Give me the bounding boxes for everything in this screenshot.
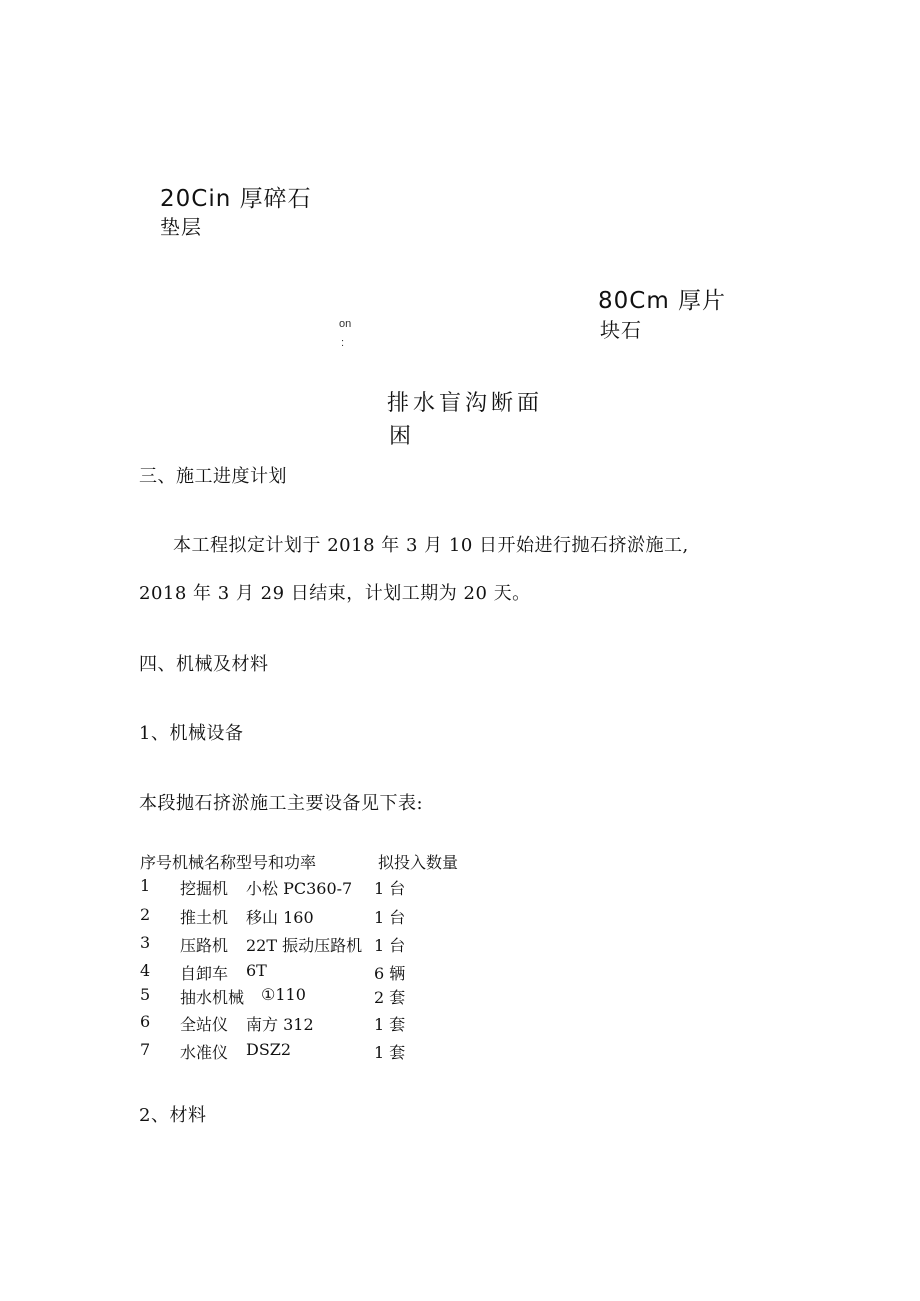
row-name: 全站仪 (180, 1015, 229, 1034)
row-qty: 1 台 (374, 936, 406, 955)
row-no: 4 (140, 961, 151, 980)
table-header-left: 序号机械名称型号和功率 (140, 853, 317, 872)
row-no: 7 (140, 1040, 151, 1059)
equipment-intro: 本段抛石挤淤施工主要设备见下表: (139, 793, 424, 814)
figure-label-block-line2: 块石 (600, 318, 642, 342)
figure-label-block-line1: 80Cm 厚片 (598, 288, 727, 314)
table-header-qty: 拟投入数量 (378, 853, 459, 872)
row-no: 6 (140, 1012, 151, 1031)
row-model: DSZ2 (246, 1040, 292, 1059)
row-model: 南方 312 (246, 1015, 314, 1034)
row-name: 挖掘机 (180, 879, 229, 898)
figure-label-gravel-line1: 20Cin 厚碎石 (160, 186, 312, 212)
row-model: 6T (246, 961, 267, 980)
row-model: ①110 (261, 985, 306, 1004)
schedule-paragraph-line1: 本工程拟定计划于 2018 年 3 月 10 日开始进行抛石挤淤施工, (173, 535, 689, 556)
row-no: 5 (140, 985, 151, 1004)
row-qty: 6 辆 (374, 964, 406, 983)
row-qty: 1 套 (374, 1043, 406, 1062)
row-no: 3 (140, 933, 151, 952)
figure-label-gravel-line2: 垫层 (160, 215, 202, 239)
figure-marker-colon: : (341, 337, 345, 349)
row-name: 压路机 (180, 936, 229, 955)
row-no: 2 (140, 905, 151, 924)
row-name: 自卸车 (180, 964, 229, 983)
row-model: 小松 PC360-7 (246, 879, 353, 898)
section-heading-machinery: 四、机械及材料 (139, 654, 269, 675)
figure-caption-line1: 排水盲沟断面 (387, 391, 544, 416)
row-name: 推土机 (180, 908, 229, 927)
row-name: 抽水机械 (180, 988, 245, 1007)
figure-caption-line2: 困 (389, 424, 416, 449)
row-name: 水准仪 (180, 1043, 229, 1062)
row-qty: 1 台 (374, 908, 406, 927)
subheading-equipment: 1、机械设备 (139, 723, 244, 744)
schedule-paragraph-line2: 2018 年 3 月 29 日结束，计划工期为 20 天。 (139, 583, 531, 604)
row-qty: 1 台 (374, 879, 406, 898)
row-qty: 1 套 (374, 1015, 406, 1034)
row-model: 22T 振动压路机 (246, 936, 363, 955)
row-model: 移山 160 (246, 908, 314, 927)
figure-marker-on: on (339, 318, 352, 330)
subheading-materials: 2、材料 (139, 1105, 207, 1126)
section-heading-schedule: 三、施工进度计划 (139, 466, 287, 487)
row-qty: 2 套 (374, 988, 406, 1007)
row-no: 1 (140, 876, 151, 895)
